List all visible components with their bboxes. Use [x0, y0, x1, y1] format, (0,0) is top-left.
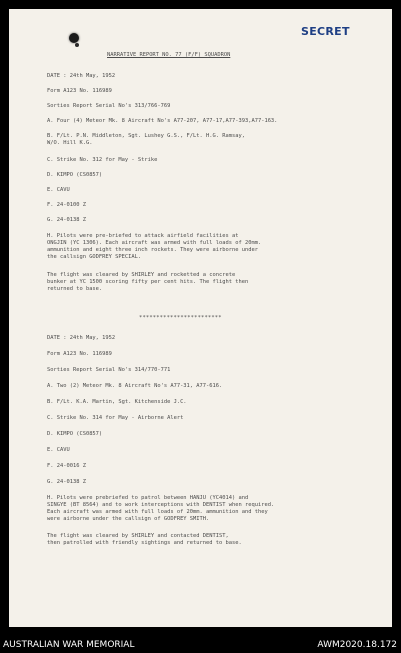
footer-institution: AUSTRALIAN WAR MEMORIAL [3, 640, 135, 650]
report2-paragraph-line2: then patrolled with friendly sightings and returned to base. [47, 540, 242, 546]
report2-item-h-line2: SINGYE (BT 8564) and to work interceptions with DENTIST when required. [47, 502, 275, 508]
section-divider: ************************ [139, 315, 222, 321]
document-page [9, 9, 392, 627]
punch-hole [69, 33, 79, 43]
report2-item-e: E. CAVU [47, 447, 70, 453]
secret-stamp: SECRET [301, 25, 350, 38]
report2-item-b: B. F/Lt. K.A. Martin, Sgt. Kitchenside J.C. [47, 399, 187, 405]
report2-item-f: F. 24-0016 Z [47, 463, 86, 469]
report1-item-h-line1: H. Pilots were pre-briefed to attack airfield facilities at [47, 233, 239, 239]
report2-item-d: D. KIMPO (CS0857) [47, 431, 103, 437]
report1-item-c: C. Strike No. 312 for May - Strike [47, 157, 158, 163]
report1-item-b-line1: B. F/Lt. P.N. Middleton, Sgt. Lushey G.S., F/Lt. H.G. Ramsay, [47, 133, 245, 139]
report2-item-h-line1: H. Pilots were prebriefed to patrol between HANJU (YC4014) and [47, 495, 249, 501]
report2-item-h-line3: Each aircraft was armed with full loads of 20mm. ammunition and they [47, 509, 268, 515]
report1-item-h-line3: ammunition and eight three inch rockets. They were airborne under [47, 247, 258, 253]
report2-item-h-line4: were airborne under the callsign of GODFREY SMITH. [47, 516, 210, 522]
report1-item-d: D. KIMPO (CS0857) [47, 172, 103, 178]
report2-item-g: G. 24-0138 Z [47, 479, 86, 485]
report2-sorties: Sorties Report Serial No's 314/770-771 [47, 367, 171, 373]
report1-sorties: Sorties Report Serial No's 313/766-769 [47, 103, 171, 109]
report1-item-e: E. CAVU [47, 187, 70, 193]
report1-date: DATE : 24th May, 1952 [47, 73, 116, 79]
report1-item-h-line4: the callsign GODFREY SPECIAL. [47, 254, 142, 260]
report1-item-f: F. 24-0100 Z [47, 202, 86, 208]
report2-form: Form A123 No. 116989 [47, 351, 112, 357]
report2-item-a: A. Two (2) Meteor Mk. 8 Aircraft No's A77-31, A77-616. [47, 383, 223, 389]
report2-item-c: C. Strike No. 314 for May - Airborne Alert [47, 415, 184, 421]
report1-form: Form A123 No. 116989 [47, 88, 112, 94]
report2-paragraph-line1: The flight was cleared by SHIRLEY and contacted DENTIST, [47, 533, 229, 539]
report2-date: DATE : 24th May, 1952 [47, 335, 116, 341]
report1-paragraph-line2: bunker at YC 1500 scoring fifty per cent hits. The flight then [47, 279, 249, 285]
report-title: NARRATIVE REPORT NO. 77 (F/F) SQUADRON [107, 52, 231, 58]
report1-item-a: A. Four (4) Meteor Mk. 8 Aircraft No's A77-207, A77-17,A77-393,A77-163. [47, 118, 278, 124]
report1-item-b-line2: W/O. Hill K.G. [47, 140, 93, 146]
report1-item-g: G. 24-0138 Z [47, 217, 86, 223]
report1-paragraph-line1: The flight was cleared by SHIRLEY and rocketted a concrete [47, 272, 236, 278]
footer-accession-id: AWM2020.18.172 [317, 640, 397, 650]
report1-item-h-line2: ONGJIN (YC 1306). Each aircraft was armed with full loads of 20mm. [47, 240, 262, 246]
report1-paragraph-line3: returned to base. [47, 286, 103, 292]
